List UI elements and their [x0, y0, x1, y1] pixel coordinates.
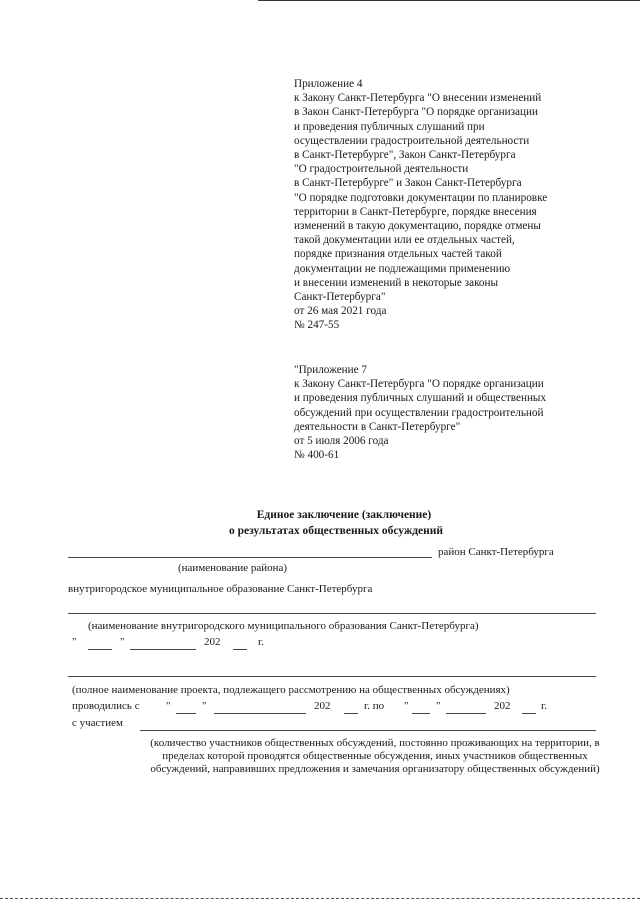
date-quote-open: " — [72, 636, 77, 648]
held-start-year: 202 — [314, 700, 331, 712]
date-year-prefix: 202 — [204, 636, 221, 648]
annex-7-line: к Закону Санкт-Петербурга "О порядке организации — [294, 378, 544, 391]
project-name-field — [68, 676, 596, 677]
annex-7-line: деятельности в Санкт-Петербурге" — [294, 420, 461, 433]
date-quote-close: " — [120, 636, 125, 648]
annex-4-line: "О порядке подготовки документации по планировке — [294, 191, 548, 204]
document-title: Единое заключение (заключение) — [256, 509, 432, 521]
annex-7-line: и проведения публичных слушаний и общественных — [294, 392, 547, 405]
annex-4-line: Приложение 4 — [294, 78, 363, 90]
annex-4-number: № 247-55 — [294, 319, 340, 332]
held-quote-close-2: " — [436, 700, 441, 712]
held-suffix: г. — [541, 700, 548, 712]
annex-4-line: территории в Санкт-Петербурге, порядке внесения — [294, 205, 537, 218]
participants-caption: (количество участников общественных обсуждений, постоянно проживающих на территории, в пределах которой проводятся общественные обсуждения, иных участников общественных обсуждений, направивших предложения и замечания организатору общественных обсуждений) — [150, 737, 600, 776]
annex-4-line: и внесении изменений в некоторые законы — [294, 276, 499, 289]
municipality-name-field — [68, 613, 596, 614]
participants-label: с участием — [72, 717, 123, 729]
annex-7-header — [294, 363, 546, 462]
annex-4-line: осуществлении градостроительной деятельности — [294, 134, 530, 147]
date-day-field — [88, 649, 112, 650]
held-from-label: проводились с — [72, 700, 140, 712]
district-name-field — [68, 557, 432, 558]
date-month-field — [130, 649, 196, 650]
annex-4-line: в Закон Санкт-Петербурга "О порядке организации — [294, 106, 538, 119]
document-subtitle: о результатах общественных обсуждений — [228, 525, 444, 537]
annex-4-line: изменений в такую документацию, порядке отмены — [294, 220, 541, 233]
held-end-day-field — [412, 713, 430, 714]
participants-field — [140, 730, 596, 731]
annex-4-line: к Закону Санкт-Петербурга "О внесении изменений — [294, 92, 542, 105]
district-caption: (наименование района) — [178, 562, 288, 574]
scan-bottom-edge-line — [0, 898, 640, 899]
held-quote-open-2: " — [404, 700, 409, 712]
annex-4-line: Санкт-Петербурга" — [294, 291, 386, 304]
annex-7-number: № 400-61 — [294, 449, 340, 462]
annex-4-date: от 26 мая 2021 года — [294, 305, 387, 318]
annex-4-line: документации не подлежащими применению — [294, 262, 511, 275]
held-quote-close: " — [202, 700, 207, 712]
annex-4-line: и проведения публичных слушаний при — [294, 120, 485, 133]
annex-4-header — [294, 77, 547, 333]
annex-7-line: обсуждений при осуществлении градостроительной — [294, 406, 544, 419]
scan-top-edge-line — [258, 0, 640, 1]
annex-4-line: порядке признания отдельных частей такой — [294, 248, 502, 261]
annex-7-line: "Приложение 7 — [294, 364, 368, 376]
date-year-field — [233, 649, 247, 650]
annex-4-line: в Санкт-Петербурге", Закон Санкт-Петербурга — [294, 149, 516, 162]
held-start-month-field — [214, 713, 306, 714]
municipality-text: внутригородское муниципальное образование Санкт-Петербурга — [68, 583, 373, 595]
municipality-caption: (наименование внутригородского муниципального образования Санкт-Петербурга) — [88, 620, 479, 632]
held-start-year-field — [344, 713, 358, 714]
held-start-day-field — [176, 713, 196, 714]
held-end-year-field — [522, 713, 536, 714]
district-suffix-text: район Санкт-Петербурга — [438, 546, 554, 558]
annex-4-line: в Санкт-Петербурге" и Закон Санкт-Петербурга — [294, 177, 522, 190]
held-quote-open: " — [166, 700, 171, 712]
annex-4-line: "О градостроительной деятельности — [294, 163, 469, 176]
annex-4-line: такой документации или ее отдельных частей, — [294, 234, 515, 247]
held-end-year: 202 — [494, 700, 511, 712]
project-name-caption: (полное наименование проекта, подлежащего рассмотрению на общественных обсуждениях) — [72, 684, 510, 696]
annex-7-date: от 5 июля 2006 года — [294, 435, 389, 448]
held-end-month-field — [446, 713, 486, 714]
held-to-label: г. по — [364, 700, 385, 712]
date-year-suffix: г. — [258, 636, 265, 648]
